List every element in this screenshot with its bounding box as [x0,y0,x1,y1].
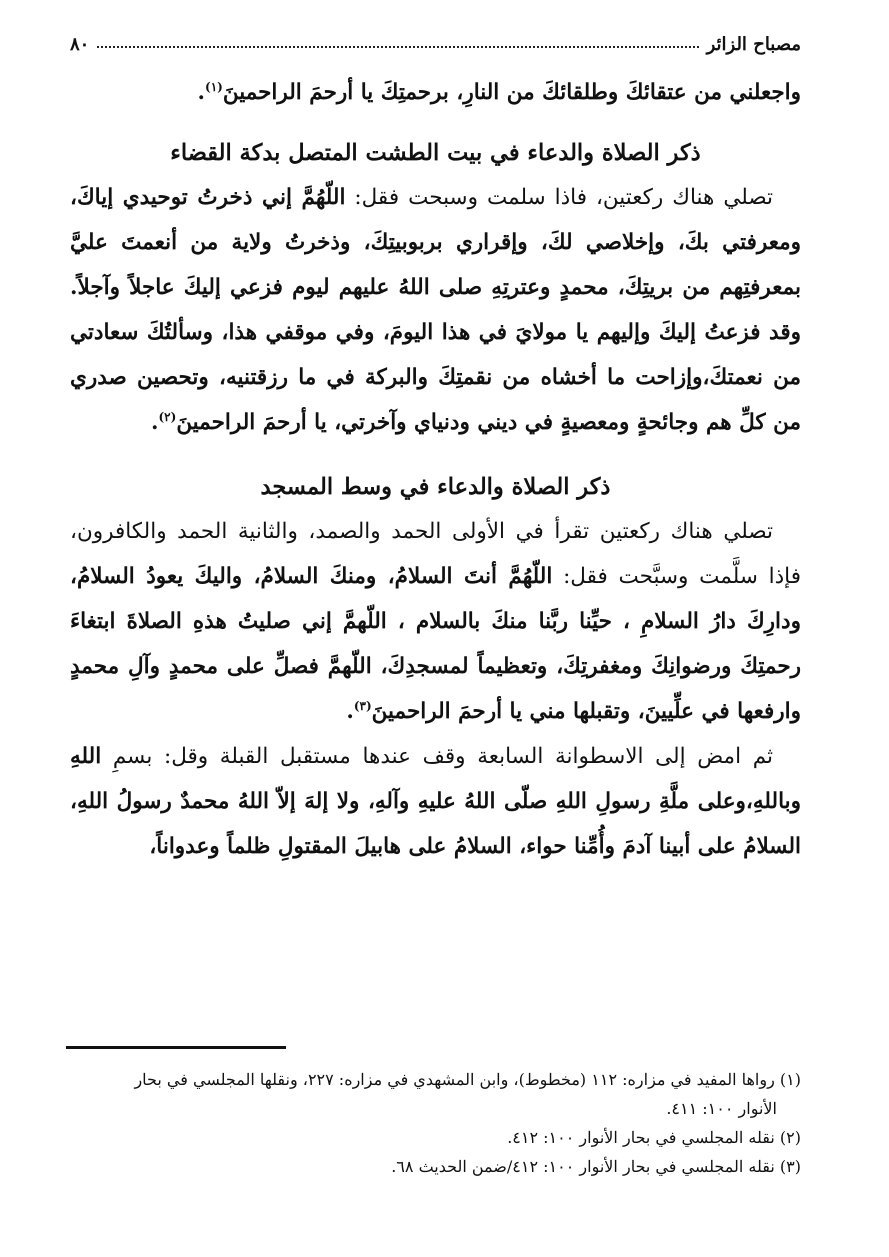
section2-paragraph [70,509,801,734]
footnote-3-number: (٣) [779,1157,801,1176]
section1-heading: ذكر الصلاة والدعاء في بيت الطشت المتصل بدكة القضاء [170,140,701,166]
footnote-rule [66,1046,286,1049]
section3-paragraph [70,734,801,869]
section1-lead: تصلي هناك ركعتين، فاذا سلمت وسبحت فقل: [345,185,773,210]
footnote-1-text: رواها المفيد في مزاره: ١١٢ (مخطوط)، وابن المشهدي في مزاره: ٢٢٧، ونقلها المجلسي في بحار [134,1070,775,1089]
header-leader-dots [97,46,698,48]
intro-end: . [197,80,206,105]
footnote-2-text: نقله المجلسي في بحار الأنوار ١٠٠: ٤١٢. [507,1128,775,1147]
page-body [70,26,801,869]
footnote-ref-2: (٢) [158,409,177,424]
footnote-1 [70,1065,801,1094]
section3-lead: ثم امض إلى الاسطوانة السابعة وقف عندها مستقبل القبلة وقل: بسمِ [112,744,773,769]
book-title: مصباح الزائر [706,33,801,55]
section1-paragraph [70,175,801,445]
section1-end: . [150,410,159,435]
footnote-1-number: (١) [779,1070,801,1089]
intro-paragraph [70,70,801,115]
footnote-3-text: نقله المجلسي في بحار الأنوار ١٠٠: ٤١٢/ضمن الحديث ٦٨. [391,1157,775,1176]
section2-lead: تصلي هناك ركعتين تقرأ في الأولى الحمد والصمد، والثانية الحمد والكافرون، فإذا سلَّمت وسبَّحت فقل: [70,519,801,589]
footnote-ref-3: (٣) [353,698,372,713]
footnote-1-continuation [70,1094,801,1123]
footnote-ref-1: (١) [205,79,223,94]
running-header [70,26,801,62]
section2-prayer: اللّهُمَّ أنتَ السلامُ، ومنكَ السلامُ، واليكَ يعودُ السلامُ، ودارِكَ دارُ السلامِ ، حيِّنا ربَّنا منكَ بالسلام ، اللّهمَّ إني صليتُ هذهِ الصلاةَ ابتغاءَ رحمتِكَ ورضوانِكَ ومغفرتِكَ، وتعظيماً لمسجدِكَ، اللّهمَّ فصلِّ على محمدٍ وآلِ محمدٍ وارفعها في علِّيينَ، وتقبلها مني يا أرحمَ الراحمينَ [70,564,801,724]
footnotes [70,1046,801,1181]
footnote-2 [70,1123,801,1152]
section1-prayer: اللّهُمَّ إني ذخرتُ توحيدي إياكَ، ومعرفتي بكَ، وإخلاصي لكَ، وإقراري بربوبيتِكَ، وذخرتُ ولاية من أنعمتَ عليَّ بمعرفتِهم من بريتِكَ، محمدٍ وعترتِهِ صلى اللهُ عليهم ليوم فزعي إليكَ عاجلاً وآجلاً. وقد فزعتُ إليكَ وإليهم يا مولايَ في هذا اليومَ، وفي موقفي هذا، وسألتُكَ سعادتي من نعمتكَ،وإزاحت ما أخشاه من نقمتِكَ والبركة في ما رزقتنيه، وتحصين صدري من كلِّ هم وجائحةٍ ومعصيةٍ في ديني ودنياي وآخرتي، يا أرحمَ الراحمينَ [70,185,801,435]
intro-text: واجعلني من عتقائكَ وطلقائكَ من النارِ، برحمتِكَ يا أرحمَ الراحمينَ [222,80,801,105]
footnote-1-cont-text: الأنوار ١٠٠: ٤١١. [666,1099,777,1118]
section2-end: . [346,699,354,724]
footnote-3 [70,1152,801,1181]
section3-prayer: اللهِ وباللهِ،وعلى ملَّةِ رسولِ اللهِ صلّى اللهُ عليهِ وآلهِ، ولا إلهَ إلاّ اللهُ محمدٌ رسولُ اللهِ، السلامُ على أبينا آدمَ وأُمِّنا حواء، السلامُ على هابيلَ المقتولِ ظلماً وعدواناً، [70,744,801,859]
footnote-2-number: (٢) [779,1128,801,1147]
page-number: ٨٠ [70,33,90,55]
section2-heading: ذكر الصلاة والدعاء في وسط المسجد [260,474,611,500]
